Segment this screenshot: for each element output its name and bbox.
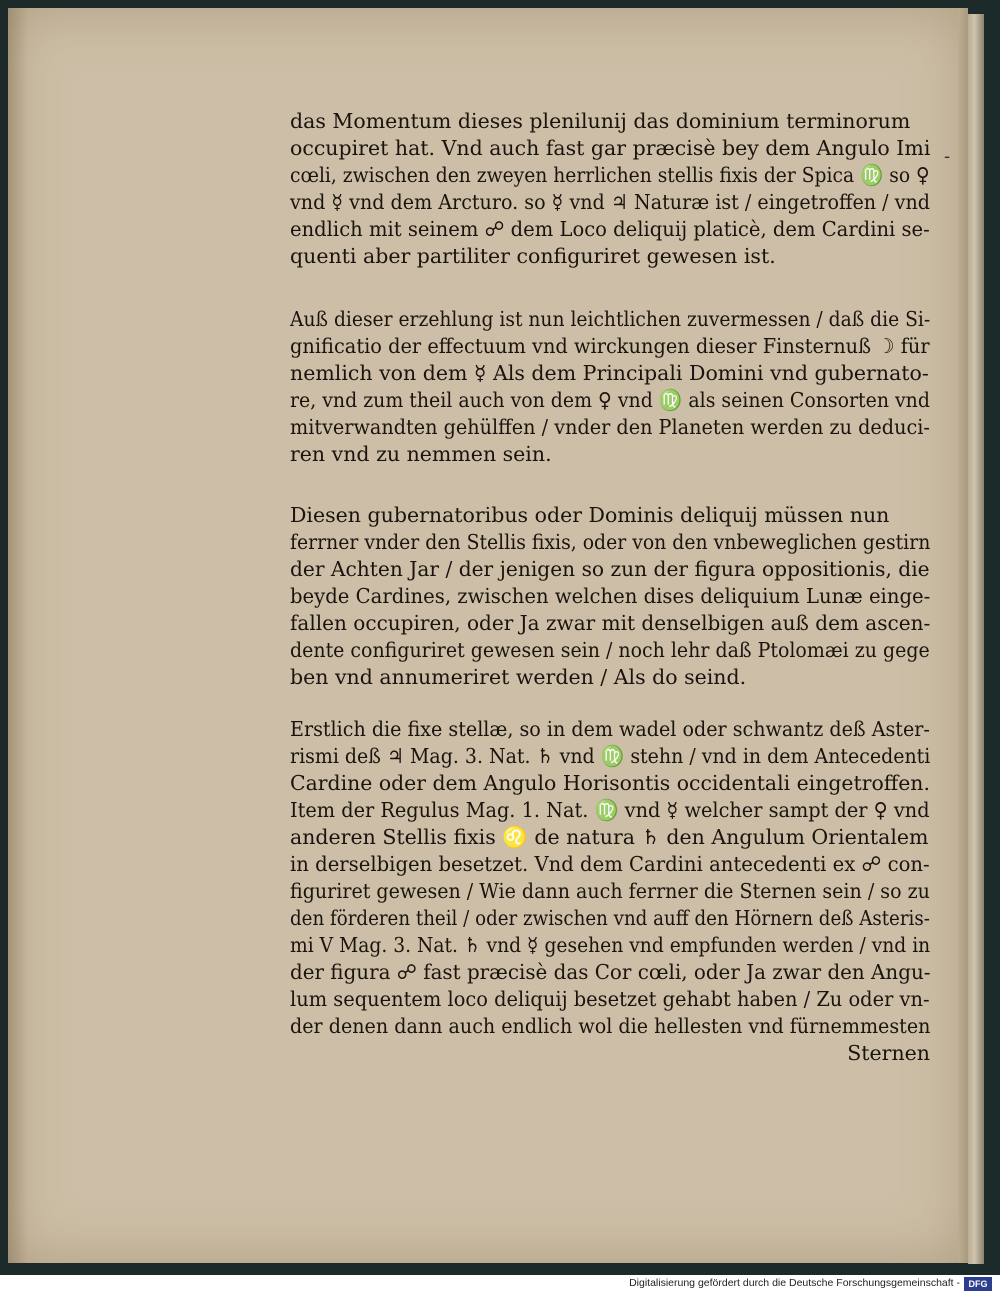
text-line: re, vnd zum theil auch von dem ♀ vnd ♍ als seinen Consorten vnd: [290, 388, 930, 412]
text-line: rismi deß ♃ Mag. 3. Nat. ♄ vnd ♍ stehn / vnd in dem Antecedenti: [290, 744, 931, 768]
text-line: den förderen theil / oder zwischen vnd auff den Hörnern deß Asteris-: [290, 906, 930, 930]
paragraph-2: [290, 306, 930, 468]
text-line: der Achten Jar / der jenigen so zun der figura oppositionis, die: [290, 557, 930, 581]
text-line: das Momentum dieses plenilunij das dominium terminorum: [290, 109, 911, 133]
text-line: occupiret hat. Vnd auch fast gar præcisè bey dem Angulo Imi: [290, 136, 931, 160]
text-line: figuriret gewesen / Wie dann auch ferrner die Sternen sein / so zu: [290, 879, 930, 903]
dfg-logo: DFG: [964, 1277, 992, 1291]
text-line: der figura ☍ fast præcisè das Cor cœli, oder Ja zwar den Angu-: [290, 960, 931, 984]
page-gutter-shadow: [8, 8, 28, 1263]
text-line: mi V Mag. 3. Nat. ♄ vnd ☿ gesehen vnd empfunden werden / vnd in: [290, 933, 931, 957]
text-line: nemlich von dem ☿ Als dem Principali Domini vnd gubernato-: [290, 361, 929, 385]
margin-mark: -: [944, 146, 951, 167]
text-line: Auß dieser erzehlung ist nun leichtlichen zuvermessen / daß die Si-: [290, 307, 931, 331]
paragraph-4: [290, 716, 930, 1067]
text-line: fallen occupiren, oder Ja zwar mit denselbigen auß dem ascen-: [290, 611, 931, 635]
text-line: dente configuriret gewesen sein / noch lehr daß Ptolomæi zu gege: [290, 638, 930, 662]
text-line: in derselbigen besetzet. Vnd dem Cardini antecedenti ex ☍ con-: [290, 852, 930, 876]
text-line: gnificatio der effectuum vnd wirckungen dieser Finsternuß ☽ für: [290, 334, 930, 358]
text-line: vnd ☿ vnd dem Arcturo. so ☿ vnd ♃ Naturæ ist / eingetroffen / vnd: [290, 190, 931, 214]
text-line: ferrner vnder den Stellis fixis, oder von den vnbeweglichen gestirn: [290, 530, 931, 554]
text-line: lum sequentem loco deliquij besetzet gehabt haben / Zu oder vn-: [290, 987, 930, 1011]
paragraph-3: [290, 502, 930, 691]
page-edge: [968, 14, 984, 1264]
catchword: Sternen: [847, 1041, 930, 1065]
footer-bar: [0, 1275, 1000, 1294]
text-line: mitverwandten gehülffen / vnder den Planeten werden zu deduci-: [290, 415, 930, 439]
text-line: endlich mit seinem ☍ dem Loco deliquij platicè, dem Cardini se-: [290, 217, 930, 241]
text-line: ben vnd annumeriret werden / Als do seind.: [290, 665, 747, 689]
text-line: ren vnd zu nemmen sein.: [290, 442, 552, 466]
footer-credit: Digitalisierung gefördert durch die Deutsche Forschungsgemeinschaft -: [629, 1277, 960, 1289]
text-line: beyde Cardines, zwischen welchen dises deliquium Lunæ einge-: [290, 584, 931, 608]
text-line: quenti aber partiliter configuriret gewesen ist.: [290, 244, 776, 268]
text-line: der denen dann auch endlich wol die hellesten vnd fürnemmesten: [290, 1014, 931, 1038]
text-line: Diesen gubernatoribus oder Dominis deliquij müssen nun: [290, 503, 890, 527]
text-line: Erstlich die fixe stellæ, so in dem wadel oder schwantz deß Aster-: [290, 717, 930, 741]
text-line: cœli, zwischen den zweyen herrlichen stellis fixis der Spica ♍ so ♀: [290, 163, 930, 187]
paragraph-1: [290, 108, 930, 270]
text-line: Cardine oder dem Angulo Horisontis occidentali eingetroffen.: [290, 771, 930, 795]
text-line: Item der Regulus Mag. 1. Nat. ♍ vnd ☿ welcher sampt der ♀ vnd: [290, 798, 930, 822]
text-line: anderen Stellis fixis ♌ de natura ♄ den Angulum Orientalem: [290, 825, 929, 849]
